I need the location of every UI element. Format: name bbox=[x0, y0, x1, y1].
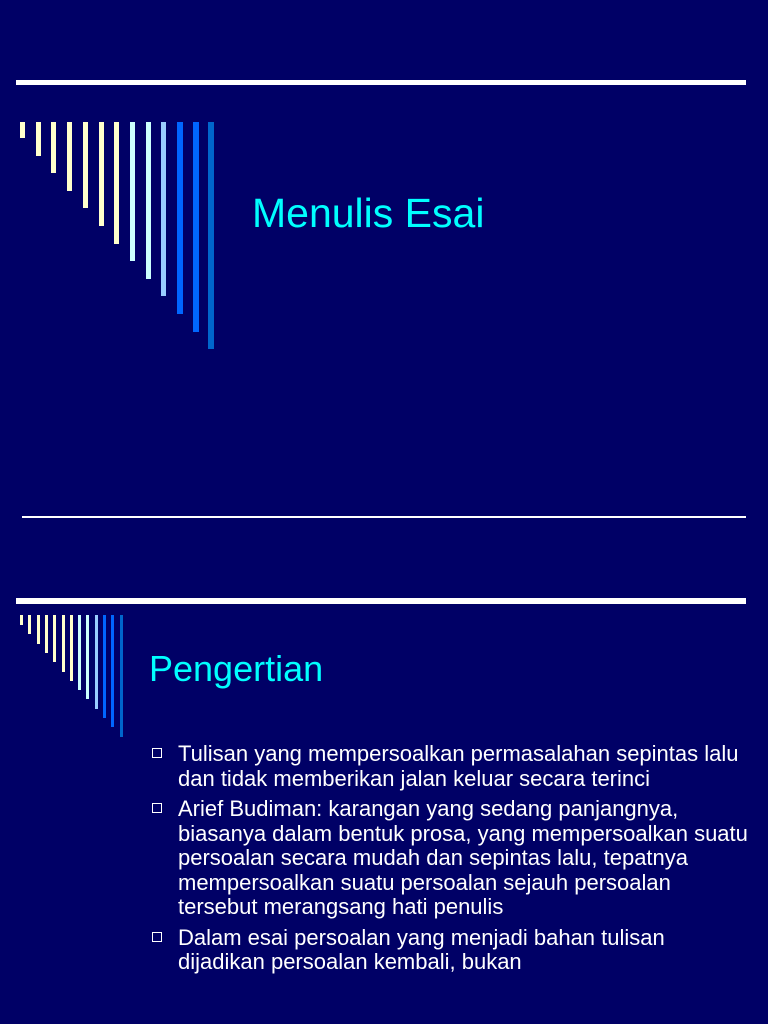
ornament-bar bbox=[114, 122, 119, 244]
ornament-bar bbox=[83, 122, 88, 208]
ornament-bar bbox=[99, 122, 104, 226]
slide-heading: Pengertian bbox=[149, 648, 324, 689]
ornament-bar bbox=[86, 615, 89, 699]
ornament-bar bbox=[146, 122, 151, 279]
bullet-text: Arief Budiman: karangan yang sedang panjangnya, biasanya dalam bentuk prosa, yang mempersoalkan suatu persoalan secara mudah dan sepintas lalu, tepatnya mempersoalkan suatu persoalan sejauh persoalan tersebut merangsang hati penulis bbox=[178, 796, 748, 919]
ornament-bar bbox=[53, 615, 56, 662]
bullet-text: Tulisan yang mempersoalkan permasalahan sepintas lalu dan tidak memberikan jalan keluar secara terinci bbox=[178, 741, 739, 791]
bullet-text: Dalam esai persoalan yang menjadi bahan tulisan dijadikan persoalan kembali, bukan bbox=[178, 924, 665, 974]
bullet-item bbox=[150, 797, 750, 920]
ornament-bar bbox=[161, 122, 166, 296]
ornament-bar bbox=[95, 615, 98, 709]
ornament-bar bbox=[208, 122, 214, 349]
ornament-bar bbox=[28, 615, 31, 634]
ornament-bar bbox=[36, 122, 41, 156]
ornament-bar bbox=[177, 122, 183, 314]
ornament-bar bbox=[120, 615, 123, 737]
hollow-square-bullet-icon bbox=[152, 932, 162, 942]
ornament-bar bbox=[193, 122, 199, 332]
ornament-bar bbox=[111, 615, 114, 727]
slide-title-text: Menulis Esai bbox=[252, 190, 485, 236]
vertical-bars-ornament-icon bbox=[0, 0, 260, 360]
bullet-item bbox=[150, 742, 750, 791]
hollow-square-bullet-icon bbox=[152, 748, 162, 758]
ornament-bar bbox=[20, 122, 25, 138]
slide-definition bbox=[0, 540, 768, 1024]
ornament-bar bbox=[70, 615, 73, 681]
ornament-bar bbox=[67, 122, 72, 191]
bottom-rule bbox=[22, 516, 746, 518]
ornament-bar bbox=[78, 615, 81, 690]
ornament-bar bbox=[20, 615, 23, 625]
bullet-item bbox=[150, 926, 750, 975]
ornament-bar bbox=[51, 122, 56, 173]
ornament-bar bbox=[45, 615, 48, 653]
bullet-list bbox=[150, 742, 750, 981]
hollow-square-bullet-icon bbox=[152, 803, 162, 813]
ornament-bar bbox=[37, 615, 40, 644]
ornament-bar bbox=[130, 122, 135, 261]
ornament-bar bbox=[62, 615, 65, 672]
ornament-bar bbox=[103, 615, 106, 718]
